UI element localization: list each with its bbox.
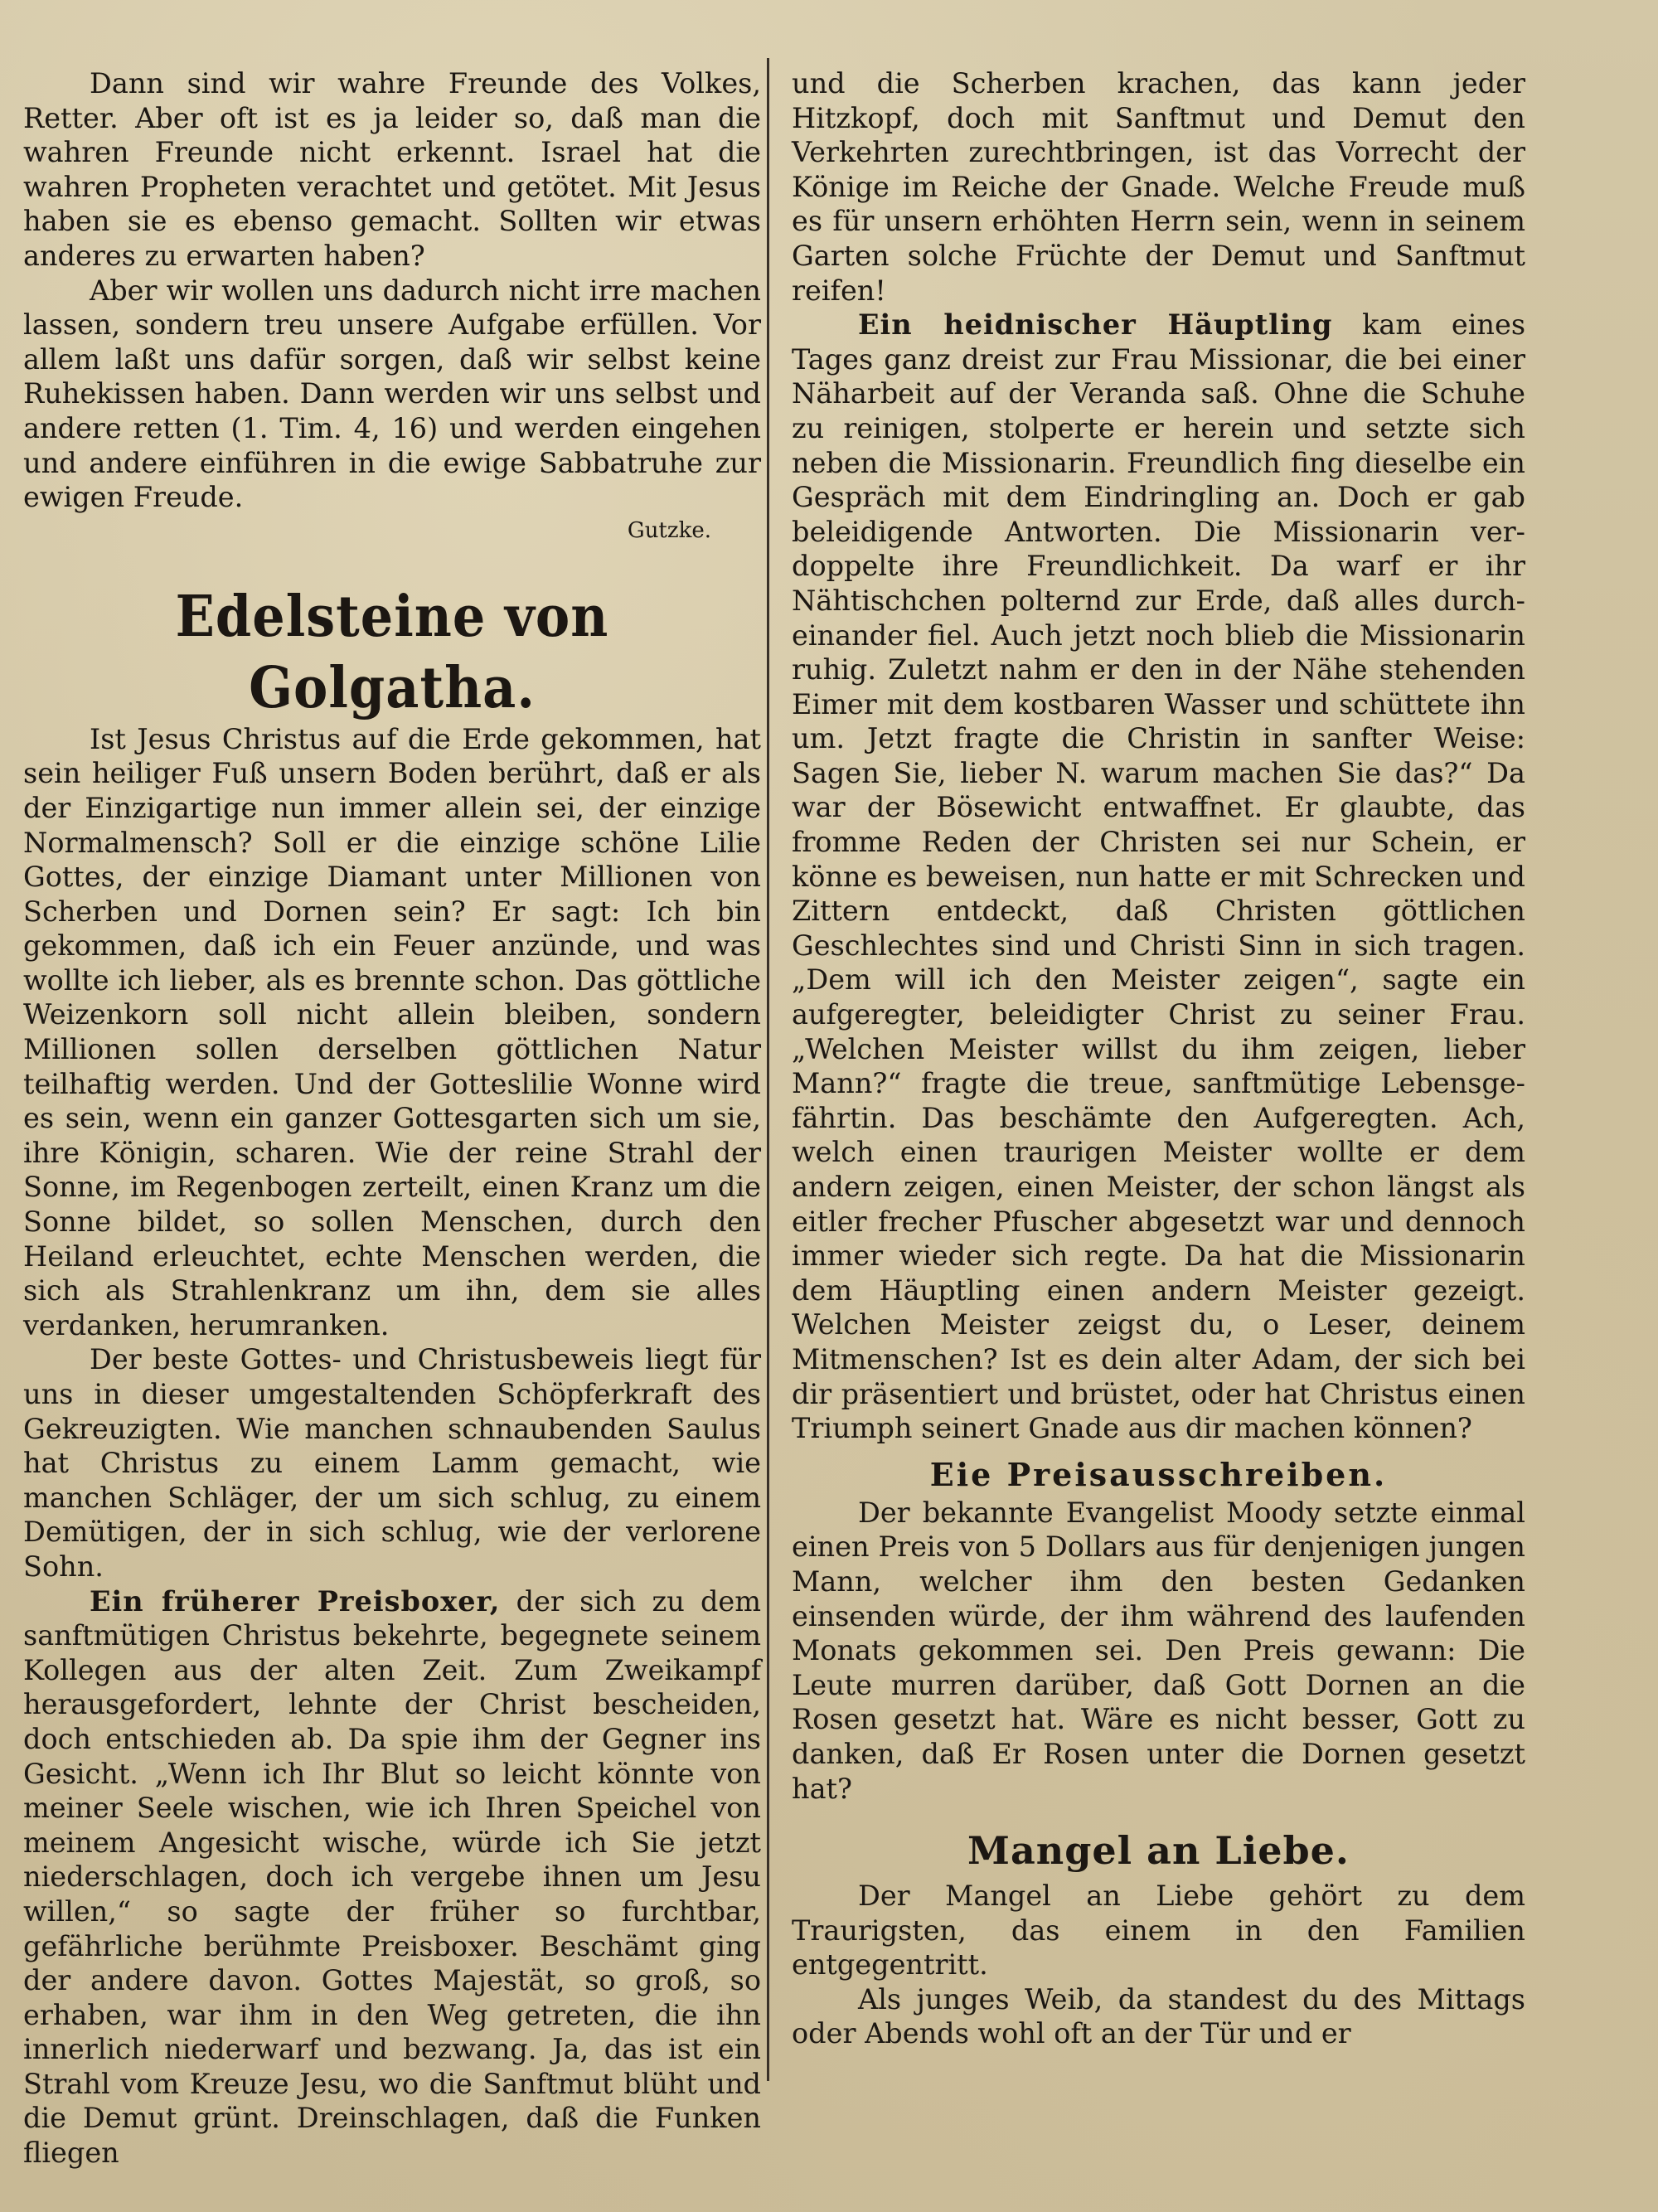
column-divider xyxy=(767,58,769,2081)
paragraph xyxy=(792,308,1525,1446)
paragraph: Dann sind wir wahre Freunde des Volkes, Retter. Aber oft ist es ja leider so, daß man die wahren Freunde nicht erkennt. Israel hat die wahren Propheten verachtet und getötet. Mit Jesus haben sie es ebenso gemacht. Sollten wir etwas anderes zu erwarten haben? xyxy=(23,67,761,272)
lead-in-text: Ein früherer Preisboxer, xyxy=(90,1584,501,1618)
article-heading-preisausschreiben: Eie Preisausschreiben. xyxy=(929,1455,1388,1493)
paragraph: Der bekannte Evangelist Moody setzte einmal einen Preis von 5 Dollars aus für denjenigen jungen Mann, welcher ihm den besten Gedanken einsenden würde, der ihm während des laufenden Monats gekommen sei. Den Preis gewann: Die Leute murren darüber, daß Gott Dornen an die Rosen gesetzt hat. Wäre es nicht besser, Gott zu danken, daß Er Rosen unter die Dornen gesetzt hat? xyxy=(792,1496,1525,1805)
paragraph xyxy=(23,1584,761,2171)
left-column xyxy=(23,66,761,2171)
article-heading-edelsteine: Edelsteine von Golgatha. xyxy=(175,583,609,721)
paragraph-text: kam eines Tages ganz dreist zur Frau Missionar, die bei einer Näharbeit auf der Veranda saß. Ohne die Schuhe zu reinigen, stolperte er herein und setzte sich neben die Missionarin. Freundlich fing dieselbe ein Gespräch mit dem Eindringling an. Doch er gab beleidigende Antworten. Die Missionarin verdoppelte ihre Freundlichkeit. Da warf er ihr Nähtischchen polternd zur Erde, daß alles durcheinander fiel. Auch jetzt noch blieb die Missionarin ruhig. Zuletzt nahm er den in der Nähe stehenden Eimer mit dem kostbaren Wasser und schüttete ihn um. Jetzt fragte die Christin in sanfter Weise: Sagen Sie, lieber N. warum machen Sie das?“ Da war der Bösewicht entwaffnet. Er glaubte, das fromme Reden der Christen sei nur Schein, er könne es beweisen, nun hatte er mit Schrecken und Zittern entdeckt, daß Christen göttlichen Geschlechtes sind und Christi Sinn in sich tragen. „Dem will ich den Meister zeigen“, sagte ein aufgeregter, beleidigter Christ zu seiner Frau. „Welchen Meister willst du ihm zeigen, lieber Mann?“ fragte die treue, sanftmütige Lebensgefährtin. Das beschämte den Aufgeregten. Ach, welch einen traurigen Meister wollte er dem andern zeigen, einen Meister, der schon längst als eitler frecher Pfuscher abgesetzt war und dennoch immer wieder sich regte. Da hat die Missionarin dem Häuptling einen andern Meister gezeigt. Welchen Meister zeigst du, o Leser, deinem Mitmenschen? Ist es dein alter Adam, der sich bei dir präsentiert und brüstet, oder hat Christus einen Triumph seinert Gnade aus dir machen können? xyxy=(792,308,1526,1445)
right-column xyxy=(792,66,1525,2051)
paragraph: Ist Jesus Christus auf die Erde gekommen, hat sein heiliger Fuß unsern Boden berührt, daß er als der Einzigartige nun immer allein sei, der einzige Normalmensch? Soll er die einzige schöne Lilie Gottes, der einzige Diamant unter Millionen von Scherben und Dornen sein? Er sagt: Ich bin gekommen, daß ich ein Feuer anzünde, und was wollte ich lieber, als es brennte schon. Das göttliche Weizenkorn soll nicht allein bleiben, sondern Millionen sollen derselben göttlichen Natur teilhaftig werden. Und der Gotteslilie Wonne wird es sein, wenn ein ganzer Gottesgarten sich um sie, ihre Königin, scharen. Wie der reine Strahl der Sonne, im Regenbogen zerteilt, einen Kranz um die Sonne bildet, so sollen Menschen, durch den Heiland erleuchtet, echte Menschen werden, die sich als Strahlenkranz um ihn, dem sie alles verdanken, herumranken. xyxy=(23,722,761,1341)
paragraph: Der beste Gottes- und Christusbeweis liegt für uns in dieser umgestaltenden Schöpferkraft des Gekreuzigten. Wie manchen schnaubenden Saulus hat Christus zu einem Lamm gemacht, wie manchen Schläger, der um sich schlug, zu einem Demütigen, der in sich schlug, wie der verlorene Sohn. xyxy=(23,1343,761,1583)
author-signature: Gutzke. xyxy=(627,517,711,543)
paragraph: Der Mangel an Liebe gehört zu dem Traurigsten, das einem in den Familien entgegentritt. xyxy=(792,1880,1525,1982)
article-heading-mangel-an-liebe: Mangel an Liebe. xyxy=(967,1828,1350,1874)
paragraph: Als junges Weib, da standest du des Mittags oder Abends wohl oft an der Tür und er xyxy=(792,1982,1525,2050)
paragraph-text: der sich zu dem sanftmütigen Christus bekehrte, begegnete seinem Kollegen aus der alten Zeit. Zum Zweikampf herausgefordert, lehnte der Christ bescheiden, doch entschieden ab. Da spie ihm der Gegner ins Gesicht. „Wenn ich Ihr Blut so leicht könnte von meiner Seele wischen, wie ich Ihren Speichel von meinem Angesicht wische, würde ich Sie jetzt niederschlagen, doch ich vergebe ihnen um Jesu willen,“ so sagte der früher so furchtbar, gefährliche berühmte Preisboxer. Beschämt ging der andere davon. Gottes Majestät, so groß, so erhaben, war ihm in den Weg getreten, die ihn innerlich niederwarf und bezwang. Ja, das ist ein Strahl vom Kreuze Jesu, wo die Sanftmut blüht und die Demut grünt. Dreinschlagen, daß die Funken fliegen xyxy=(23,1584,762,2170)
paragraph: Aber wir wollen uns dadurch nicht irre machen lassen, sondern treu unsere Aufgabe erfüllen. Vor allem laßt uns dafür sorgen, daß wir selbst keine Ruhekissen haben. Dann werden wir uns selbst und andere retten (1. Tim. 4, 16) und werden eingehen und andere einführen in die ewige Sabbatruhe zur ewigen Freude. xyxy=(23,274,761,514)
lead-in-text: Ein heidnischer Häuptling xyxy=(858,308,1333,342)
paragraph: und die Scherben krachen, das kann jeder Hitzkopf, doch mit Sanftmut und Demut den Verkehrten zurechtbringen, ist das Vorrecht der Könige im Reiche der Gnade. Welche Freude muß es für unsern erhöhten Herrn sein, wenn in seinem Garten solche Früchte der Demut und Sanftmut reifen! xyxy=(792,67,1525,307)
